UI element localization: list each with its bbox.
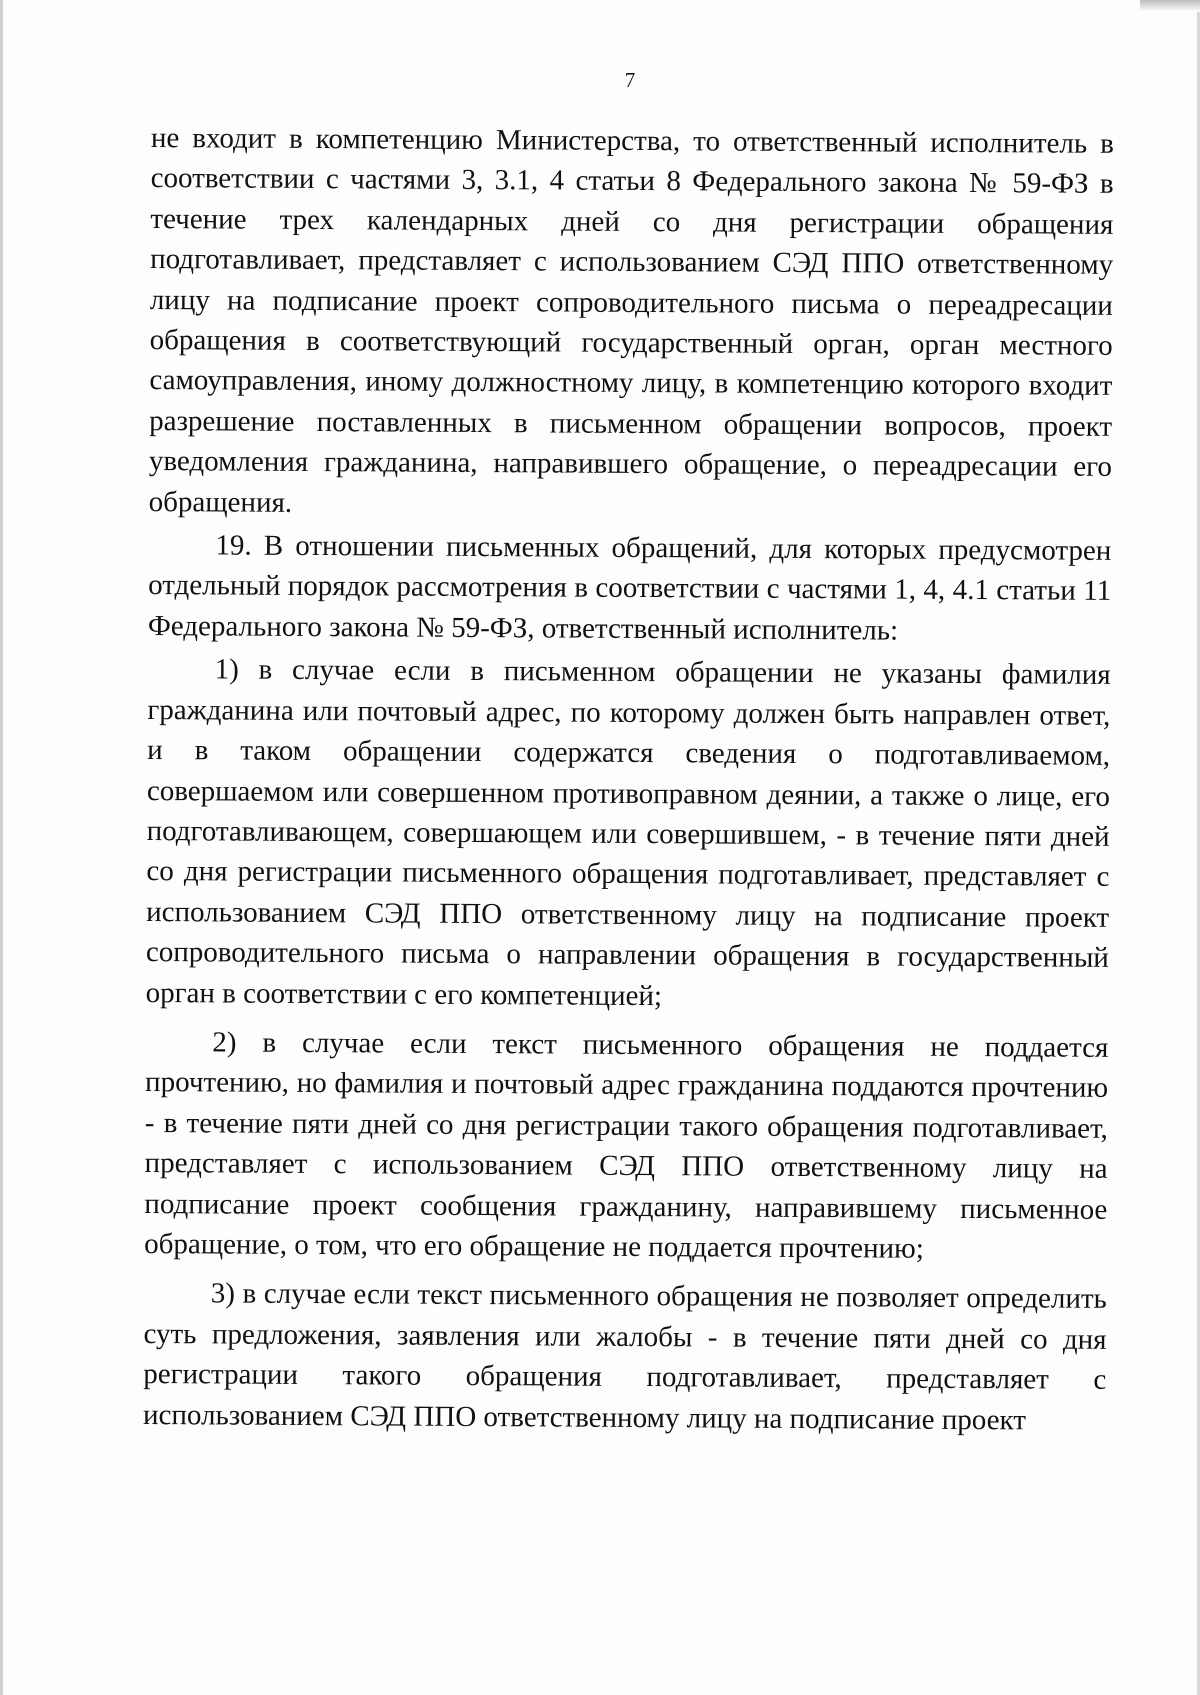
scan-corner-shadow (1140, 0, 1200, 12)
paragraph-continuation: не входит в компетенцию Министерства, то ответственный исполнитель в соответствии с частями 3, 3.1, 4 статьи 8 Федерального закона № 59-ФЗ в течение трех календарных дней со дня регистрации обращения подготавливает, представляет с использованием СЭД ППО ответственному лицу на подписание проект сопроводительного письма о переадресации обращения в соответствующий государственный орган, орган местного самоуправления, иному должностному лицу, в компетенцию которого входит разрешение поставленных в письменном обращении вопросов, проект уведомления гражданина, направившего обращение, о переадресации его обращения. (148, 121, 1114, 519)
paragraph-subitem-3: 3) в случае если текст письменного обращения не позволяет определить суть предложения, заявления или жалобы - в течение пяти дней со дня регистрации такого обращения подготавливает, представляет с использованием СЭД ППО ответственному лицу на подписание проект (142, 1277, 1107, 1436)
paragraph-subitem-1: 1) в случае если в письменном обращении не указаны фамилия гражданина или почтовый адрес, по которому должен быть направлен ответ, и в таком обращении содержатся сведения о подготавливаемом, совершаемом или совершенном противоправном деянии, а также о лице, его подготавливающем, совершающем или совершившем, - в течение пяти дней со дня регистрации письменного обращения подготавливает, представляет с использованием СЭД ППО ответственному лицу на подписание проект сопроводительного письма о направлении обращения в государственный орган в соответствии с его компетенцией; (145, 653, 1111, 1012)
page-number: 7 (624, 68, 636, 92)
document-body (143, 118, 1114, 1441)
paragraph-subitem-2: 2) в случае если текст письменного обращения не поддается прочтению, но фамилия и почтовый адрес гражданина поддаются прочтению - в течение пяти дней со дня регистрации такого обращения подготавливает, представляет с использованием СЭД ППО ответственному лицу на подписание проект сообщения гражданину, направившему письменное обращение, о том, что его обращение не поддается прочтению; (144, 1026, 1109, 1265)
scan-edge-left (0, 0, 3, 1695)
paragraph-item-19: 19. В отношении письменных обращений, для которых предусмотрен отдельный порядок рассмотрения в соответствии с частями 1, 4, 4.1 статьи 11 Федерального закона № 59-ФЗ, ответственный исполнитель: (147, 529, 1112, 647)
